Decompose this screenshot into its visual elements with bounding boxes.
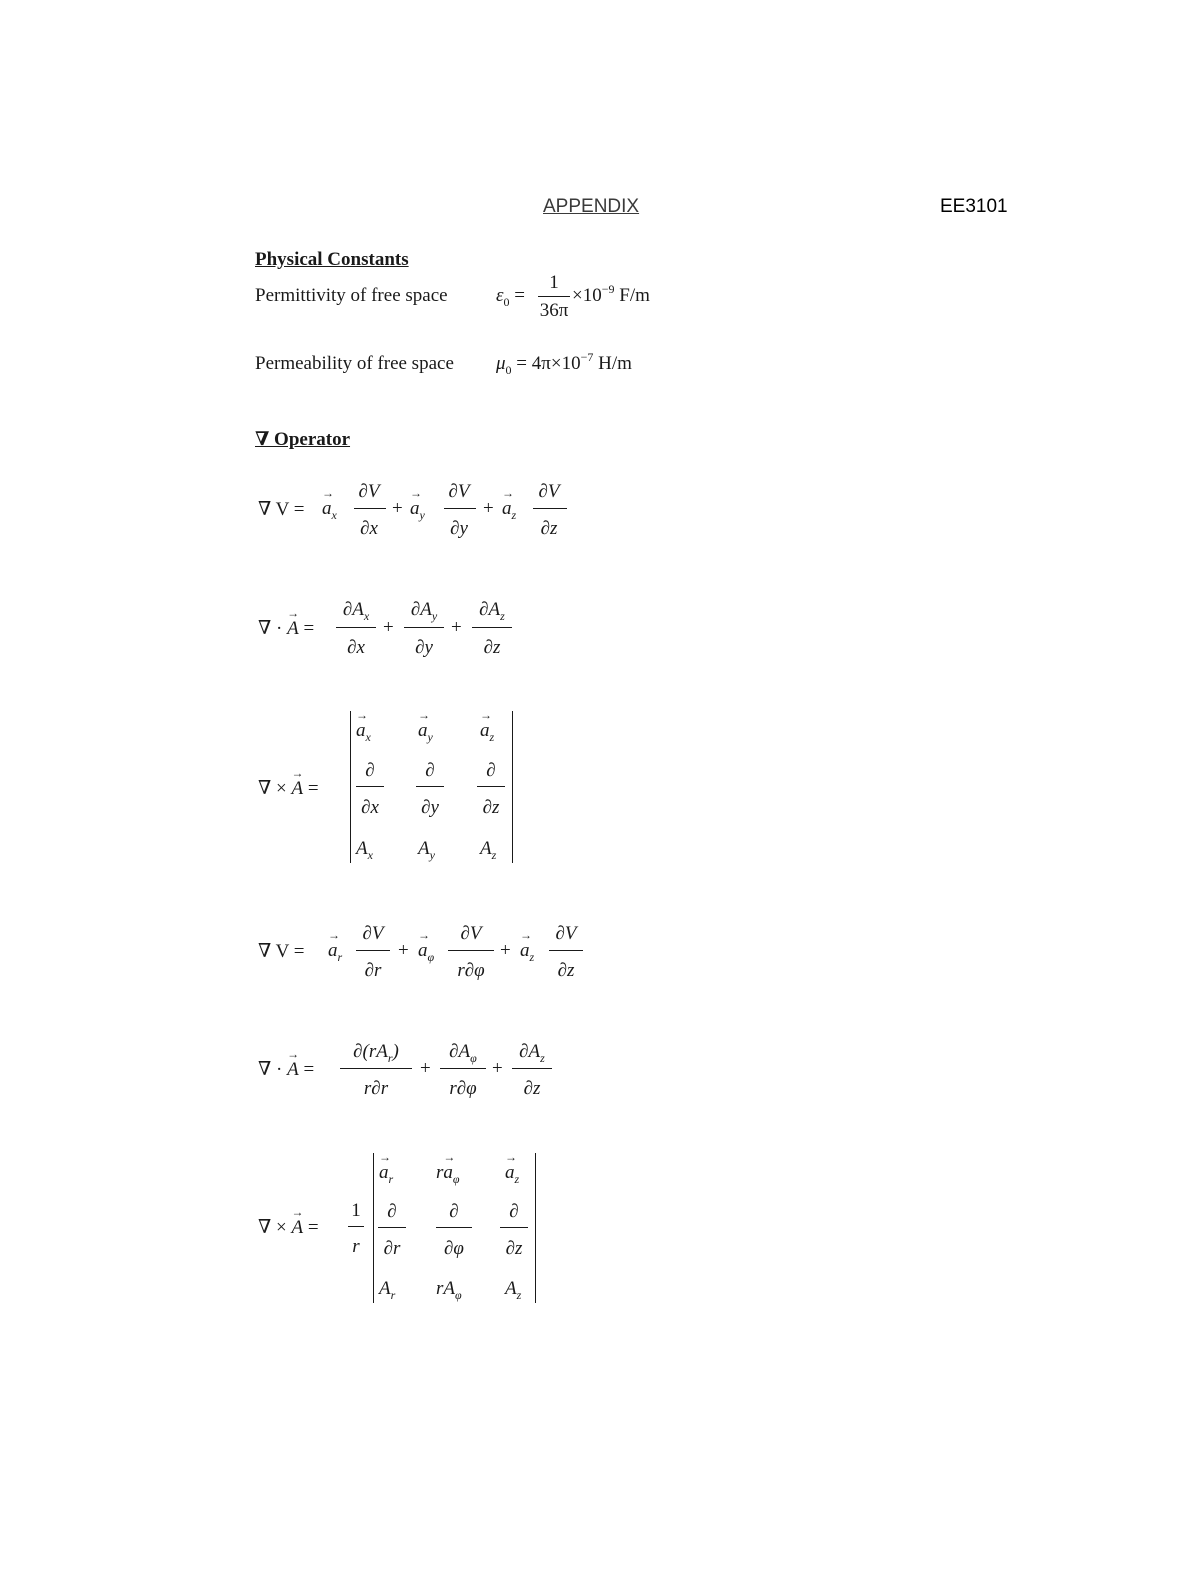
plus-sign: + (392, 498, 403, 519)
curl-cart-row1-ay: → $a_y$ (418, 720, 433, 742)
physical-constants-heading: Physical Constants (255, 249, 409, 270)
div-cart-num-y: $\partial A_y$ (410, 599, 438, 623)
curl-cart-row2-dz-den: ∂z (482, 797, 500, 818)
curl-cyl-row1-ar: → $a_r$ (379, 1162, 393, 1184)
grad-cyl-den-z: ∂z (557, 960, 575, 981)
grad-cyl-num-z: ∂V (555, 923, 577, 944)
curl-cart-row3-Ay: $A_y$ (418, 838, 435, 862)
permeability-label: Permeability of free space (255, 353, 454, 374)
div-cyl-num-z: $\partial A_z$ (519, 1041, 545, 1065)
grad-cart-unit-z: → $a_z$ (502, 498, 516, 520)
grad-cart-num-y: ∂V (448, 481, 470, 502)
curl-cyl-coef-num: 1 (351, 1200, 361, 1221)
fraction-bar (416, 786, 444, 787)
grad-cyl-den-phi: r∂φ (457, 960, 485, 981)
curl-cart-row1-ax: → $a_x$ (356, 720, 371, 742)
grad-cyl-num-r: ∂V (362, 923, 384, 944)
permittivity-numerator: 1 (549, 272, 559, 293)
fraction-bar (472, 627, 512, 628)
fraction-bar (512, 1068, 552, 1069)
curl-cart-row2-dx-num: ∂ (365, 760, 375, 781)
determinant-bar-right (535, 1153, 536, 1303)
fraction-bar (448, 950, 494, 951)
curl-cart-row2-dx-den: ∂x (361, 797, 379, 818)
fraction-bar (356, 786, 384, 787)
grad-cart-den-y: ∂y (450, 518, 468, 539)
div-cart-den-z: ∂z (483, 637, 501, 658)
grad-cart-unit-x: → $a_x$ (322, 498, 337, 520)
fraction-bar (436, 1227, 472, 1228)
div-cyl-num-r: $\partial(rA_r)$ (353, 1041, 399, 1065)
plus-sign: + (492, 1058, 503, 1079)
div-cart-num-x: $\partial A_x$ (342, 599, 370, 623)
curl-cylindrical-lhs: ∇ × → A = (258, 1216, 319, 1239)
grad-cyl-num-phi: ∂V (460, 923, 482, 944)
page-title: APPENDIX (543, 196, 640, 217)
grad-cart-num-x: ∂V (358, 481, 380, 502)
plus-sign: + (483, 498, 494, 519)
div-cyl-den-r: r∂r (363, 1078, 389, 1099)
permittivity-symbol: $\varepsilon_0$ = (496, 285, 525, 309)
curl-cart-row3-Az: $A_z$ (480, 838, 497, 862)
permittivity-denominator: 36π (539, 300, 569, 321)
grad-cyl-unit-phi: → $a_\varphi$ (418, 940, 434, 962)
fraction-bar (378, 1227, 406, 1228)
curl-cyl-row2-dz-num: ∂ (509, 1201, 519, 1222)
fraction-bar (404, 627, 444, 628)
div-cyl-den-z: ∂z (523, 1078, 541, 1099)
curl-cyl-row3-Ar: $A_r$ (379, 1278, 396, 1302)
plus-sign: + (500, 940, 511, 961)
div-cartesian-lhs: ∇ · → A = (258, 617, 314, 640)
curl-cyl-row1-r-aphi: $r\to a_\varphi$ (436, 1162, 460, 1184)
div-cart-den-x: ∂x (347, 637, 365, 658)
div-cylindrical-lhs: ∇ · → A = (258, 1058, 314, 1081)
div-cart-num-z: $\partial A_z$ (479, 599, 505, 623)
determinant-bar-left (373, 1153, 374, 1303)
permittivity-label: Permittivity of free space (255, 285, 448, 306)
div-cart-den-y: ∂y (415, 637, 433, 658)
grad-cart-unit-y: → $a_y$ (410, 498, 425, 520)
curl-cyl-row2-dr-den: ∂r (383, 1238, 401, 1259)
fraction-bar (533, 508, 567, 509)
grad-cartesian-lhs: ∇ V = (258, 499, 305, 520)
curl-cyl-row2-dr-num: ∂ (387, 1201, 397, 1222)
fraction-bar (336, 627, 376, 628)
div-cyl-den-phi: r∂φ (449, 1078, 477, 1099)
plus-sign: + (383, 617, 394, 638)
curl-cyl-row2-dphi-den: ∂φ (444, 1238, 464, 1259)
curl-cyl-row3-Az: $A_z$ (505, 1278, 522, 1302)
curl-cart-row3-Ax: $A_x$ (356, 838, 373, 862)
grad-cart-den-x: ∂x (360, 518, 378, 539)
curl-cart-row1-az: → $a_z$ (480, 720, 494, 742)
fraction-bar (477, 786, 505, 787)
fraction-bar (348, 1226, 364, 1227)
fraction-bar (549, 950, 583, 951)
grad-cyl-den-r: ∂r (364, 960, 382, 981)
curl-cyl-row3-r-Aphi: $rA_\varphi$ (436, 1278, 462, 1302)
curl-cart-row2-dz-num: ∂ (486, 760, 496, 781)
curl-cyl-row2-dz-den: ∂z (505, 1238, 523, 1259)
grad-cart-den-z: ∂z (540, 518, 558, 539)
course-code: EE3101 (940, 196, 1008, 217)
fraction-bar (500, 1227, 528, 1228)
curl-cart-row2-dy-den: ∂y (421, 797, 439, 818)
grad-cyl-unit-r: → $a_r$ (328, 940, 342, 962)
plus-sign: + (398, 940, 409, 961)
div-cyl-num-phi: $\partial A_\varphi$ (449, 1041, 477, 1065)
fraction-bar (440, 1068, 486, 1069)
grad-cylindrical-lhs: ∇ V = (258, 941, 305, 962)
plus-sign: + (451, 617, 462, 638)
plus-sign: + (420, 1058, 431, 1079)
fraction-bar (354, 508, 386, 509)
operator-heading: ∇ Operator (255, 429, 351, 450)
permeability-expression: $\mu_0 = 4\pi\times 10^{-7}$ H/m (496, 350, 632, 377)
curl-cartesian-lhs: ∇ × → A = (258, 777, 319, 800)
determinant-bar-left (350, 711, 351, 863)
curl-cyl-coef-den: r (352, 1236, 360, 1257)
fraction-bar (444, 508, 476, 509)
fraction-bar (356, 950, 390, 951)
fraction-bar (538, 296, 570, 297)
grad-cart-num-z: ∂V (538, 481, 560, 502)
fraction-bar (340, 1068, 412, 1069)
determinant-bar-right (512, 711, 513, 863)
permittivity-value-tail: $\times 10^{-9}$ F/m (572, 282, 650, 306)
grad-cyl-unit-z: → $a_z$ (520, 940, 534, 962)
curl-cyl-row2-dphi-num: ∂ (449, 1201, 459, 1222)
curl-cart-row2-dy-num: ∂ (425, 760, 435, 781)
curl-cyl-row1-az: → $a_z$ (505, 1162, 519, 1184)
